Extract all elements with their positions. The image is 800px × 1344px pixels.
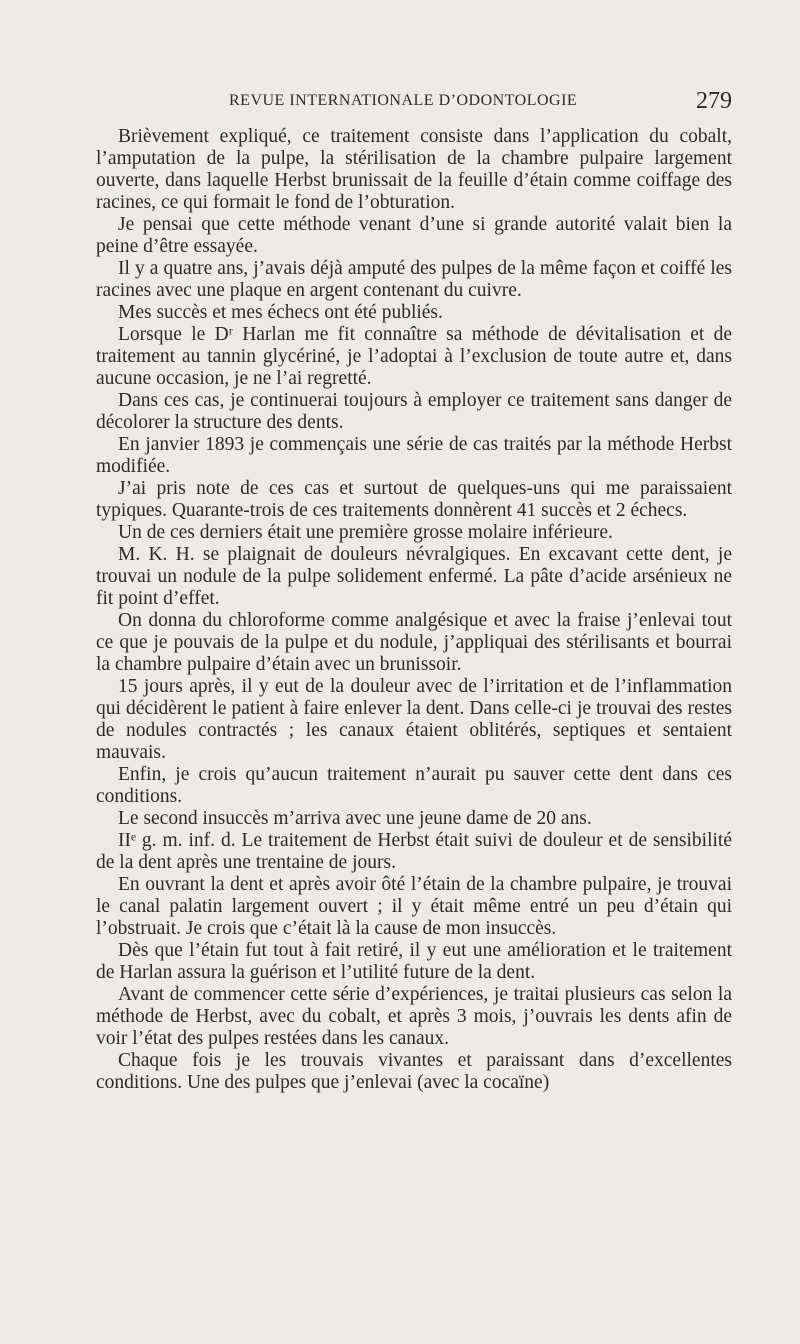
paragraph: Dans ces cas, je continuerai toujours à employer ce traitement sans danger de décolorer la structure des dents. xyxy=(96,390,732,433)
paragraph: Enfin, je crois qu’aucun traitement n’aurait pu sauver cette dent dans ces conditions. xyxy=(96,764,732,807)
paragraph: Il y a quatre ans, j’avais déjà amputé des pulpes de la même façon et coiffé les racines avec une plaque en argent contenant du cuivre. xyxy=(96,258,732,301)
body-text xyxy=(96,126,732,1094)
running-head xyxy=(96,88,732,120)
paragraph: Avant de commencer cette série d’expériences, je traitai plusieurs cas selon la méthode de Herbst, avec du cobalt, et après 3 mois, j’ouvrais les dents afin de voir l’état des pulpes restées dans les canaux. xyxy=(96,984,732,1049)
running-title: REVUE INTERNATIONALE D’ODONTOLOGIE xyxy=(229,92,578,109)
paragraph: 15 jours après, il y eut de la douleur avec de l’irritation et de l’inflammation qui décidèrent le patient à faire enlever la dent. Dans celle-ci je trouvai des restes de nodules contractés ; les canaux étaient oblitérés, septiques et sentaient mauvais. xyxy=(96,676,732,763)
paragraph: Un de ces derniers était une première grosse molaire inférieure. xyxy=(118,522,613,543)
paragraph: M. K. H. se plaignait de douleurs névralgiques. En excavant cette dent, je trouvai un nodule de la pulpe solidement enfermé. La pâte d’acide arsénieux ne fit point d’effet. xyxy=(96,544,732,609)
paragraph: Mes succès et mes échecs ont été publiés. xyxy=(118,302,443,323)
paragraph: IIᵉ g. m. inf. d. Le traitement de Herbst était suivi de douleur et de sensibilité de la dent après une trentaine de jours. xyxy=(96,830,732,873)
paragraph: On donna du chloroforme comme analgésique et avec la fraise j’enlevai tout ce que je pouvais de la pulpe et du nodule, j’appliquai des stérilisants et bourrai la chambre pulpaire d’étain avec un brunissoir. xyxy=(96,610,732,675)
paragraph: En janvier 1893 je commençais une série de cas traités par la méthode Herbst modifiée. xyxy=(96,434,732,477)
page-number: 279 xyxy=(696,88,732,114)
paragraph: J’ai pris note de ces cas et surtout de quelques-uns qui me paraissaient typiques. Quarante-trois de ces traitements donnèrent 41 succès et 2 échecs. xyxy=(96,478,732,521)
paragraph: Le second insuccès m’arriva avec une jeune dame de 20 ans. xyxy=(118,808,592,829)
paragraph: Je pensai que cette méthode venant d’une si grande autorité valait bien la peine d’être essayée. xyxy=(96,214,732,257)
paragraph: Lorsque le Dʳ Harlan me fit connaître sa méthode de dévitalisation et de traitement au tannin glycériné, je l’adoptai à l’exclusion de toute autre et, dans aucune occasion, je ne l’ai regretté. xyxy=(96,324,732,389)
paragraph: Dès que l’étain fut tout à fait retiré, il y eut une amélioration et le traitement de Harlan assura la guérison et l’utilité future de la dent. xyxy=(96,940,732,983)
paragraph: Chaque fois je les trouvais vivantes et paraissant dans d’excellentes conditions. Une des pulpes que j’enlevai (avec la cocaïne) xyxy=(96,1050,732,1093)
paragraph: Brièvement expliqué, ce traitement consiste dans l’application du cobalt, l’amputation de la pulpe, la stérilisation de la chambre pulpaire largement ouverte, dans laquelle Herbst brunissait de la feuille d’étain comme coiffage des racines, ce qui formait le fond de l’obturation. xyxy=(96,126,732,213)
paragraph: En ouvrant la dent et après avoir ôté l’étain de la chambre pulpaire, je trouvai le canal palatin largement ouvert ; il y était même entré un peu d’étain qui l’obstruait. Je crois que c’était là la cause de mon insuccès. xyxy=(96,874,732,939)
